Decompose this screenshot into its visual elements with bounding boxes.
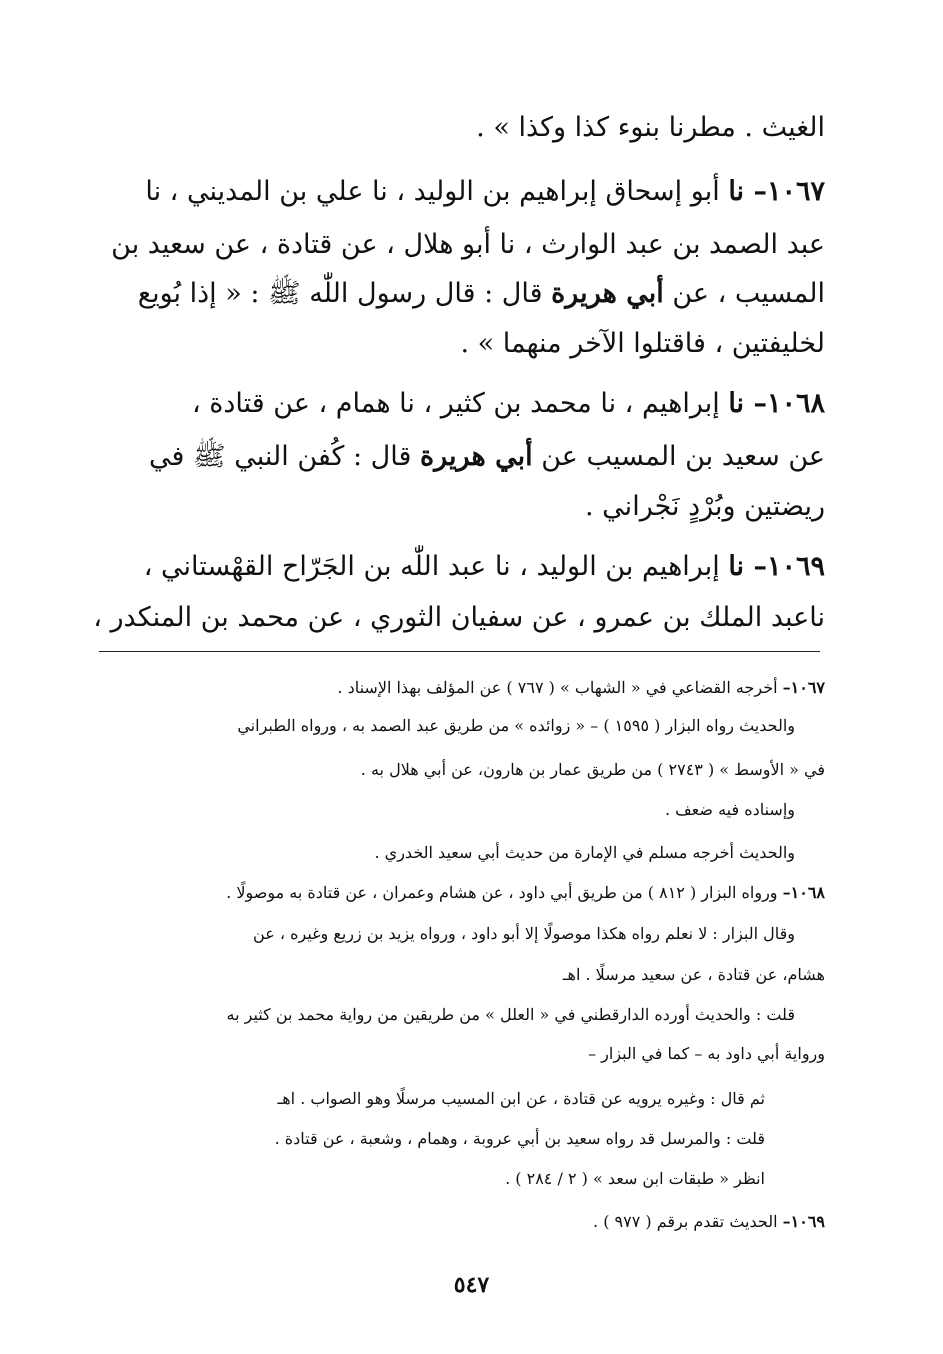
footnote-number: ١٠٦٨–	[782, 883, 825, 902]
footnote-text: ورواية أبي داود به – كما في البزار –	[588, 1044, 825, 1063]
footnote-1068-line-2	[70, 922, 795, 946]
footnote-1068-line-5	[70, 1042, 825, 1066]
main-text: أبو إسحاق إبراهيم بن الوليد ، نا علي بن المديني ، نا	[145, 176, 720, 207]
footnote-1068-line-8	[70, 1167, 765, 1191]
footnote-1069-line-1	[70, 1210, 825, 1234]
main-text: عن سعيد بن المسيب عن	[541, 441, 825, 472]
hadith-1068-line-3	[70, 487, 825, 527]
hadith-number: ١٠٦٨– نا	[728, 388, 825, 419]
page-number: ٥٤٧	[453, 1272, 490, 1298]
footnote-1067-line-3	[70, 758, 825, 782]
footnote-text: هشام، عن قتادة ، عن سعيد مرسلًا . اهـ	[562, 965, 825, 984]
footnote-1067-line-2	[70, 714, 795, 738]
main-text: قال : قال رسول اللّٰه ﷺ : « إذا بُويع	[137, 278, 543, 309]
main-text: المسيب ، عن	[672, 278, 825, 309]
hadith-1067-line-4	[70, 324, 825, 364]
footnote-text: أخرجه القضاعي في « الشهاب » ( ٧٦٧ ) عن المؤلف بهذا الإسناد .	[337, 678, 778, 697]
main-text: ريضتين وبُرْدٍ نَجْراني .	[585, 491, 825, 522]
footnote-text: ثم قال : وغيره يرويه عن قتادة ، عن ابن المسيب مرسلًا وهو الصواب . اهـ	[277, 1089, 765, 1108]
footnote-separator	[99, 651, 820, 652]
footnote-1067-line-4	[70, 798, 795, 822]
main-text: الغيث . مطرنا بنوء كذا وكذا » .	[476, 112, 825, 143]
footnote-1068-line-3	[70, 963, 825, 987]
hadith-1067-line-2	[70, 225, 825, 265]
narrator-name: أبي هريرة	[551, 278, 664, 309]
footnote-1068-line-6	[70, 1087, 765, 1111]
footnote-text: والحديث رواه البزار ( ١٥٩٥ ) – « زوائده » من طريق عبد الصمد به ، ورواه الطبراني	[237, 716, 795, 735]
footnote-number: ١٠٦٧–	[782, 678, 825, 697]
hadith-1068-line-1	[70, 384, 825, 424]
main-text: ناعبد الملك بن عمرو ، عن سفيان الثوري ، عن محمد بن المنكدر ،	[93, 602, 825, 633]
main-text: قال : كُفن النبي ﷺ في	[149, 441, 412, 472]
main-text-line	[70, 108, 825, 148]
footnote-text: قلت : والحديث أورده الدارقطني في « العلل » من طريقين من رواية محمد بن كثير به	[226, 1005, 795, 1024]
footnote-text: وإسناده فيه ضعف .	[664, 800, 795, 819]
footnote-text: قلت : والمرسل قد رواه سعيد بن أبي عروبة ، وهمام ، وشعبة ، عن قتادة .	[274, 1129, 765, 1148]
footnote-1067-line-1	[70, 676, 825, 700]
footnote-text: في « الأوسط » ( ٢٧٤٣ ) من طريق عمار بن هارون، عن أبي هلال به .	[360, 760, 825, 779]
hadith-number: ١٠٦٩– نا	[728, 551, 825, 582]
hadith-1067-line-1	[70, 172, 825, 212]
main-text: إبراهيم ، نا محمد بن كثير ، نا همام ، عن قتادة ،	[191, 388, 720, 419]
footnote-1068-line-7	[70, 1127, 765, 1151]
footnote-text: والحديث أخرجه مسلم في الإمارة من حديث أبي سعيد الخدري .	[374, 843, 795, 862]
footnote-text: وقال البزار : لا نعلم رواه هكذا موصولًا إلا أبو داود ، ورواه يزيد بن زريع وغيره ، عن	[253, 924, 795, 943]
hadith-1068-line-2	[70, 437, 825, 477]
narrator-name: أبي هريرة	[420, 441, 533, 472]
hadith-1069-line-1	[70, 547, 825, 587]
hadith-1069-line-2	[70, 598, 825, 638]
main-text: إبراهيم بن الوليد ، نا عبد اللّٰه بن الجَرّاح القهْستاني ،	[143, 551, 720, 582]
footnote-text: ورواه البزار ( ٨١٢ ) من طريق أبي داود ، عن هشام وعمران ، عن قتادة به موصولًا .	[226, 883, 778, 902]
main-text: عبد الصمد بن عبد الوارث ، نا أبو هلال ، عن قتادة ، عن سعيد بن	[111, 229, 825, 260]
footnote-text: انظر « طبقات ابن سعد » ( ٢ / ٢٨٤ ) .	[505, 1169, 765, 1188]
main-text: لخليفتين ، فاقتلوا الآخر منهما » .	[460, 328, 825, 359]
footnote-1068-line-1	[70, 881, 825, 905]
footnote-1067-line-5	[70, 841, 795, 865]
hadith-1067-line-3	[70, 274, 825, 314]
footnote-1068-line-4	[70, 1003, 795, 1027]
hadith-number: ١٠٦٧– نا	[728, 176, 825, 207]
footnote-number: ١٠٦٩–	[782, 1212, 825, 1231]
footnote-text: الحديث تقدم برقم ( ٩٧٧ ) .	[593, 1212, 778, 1231]
